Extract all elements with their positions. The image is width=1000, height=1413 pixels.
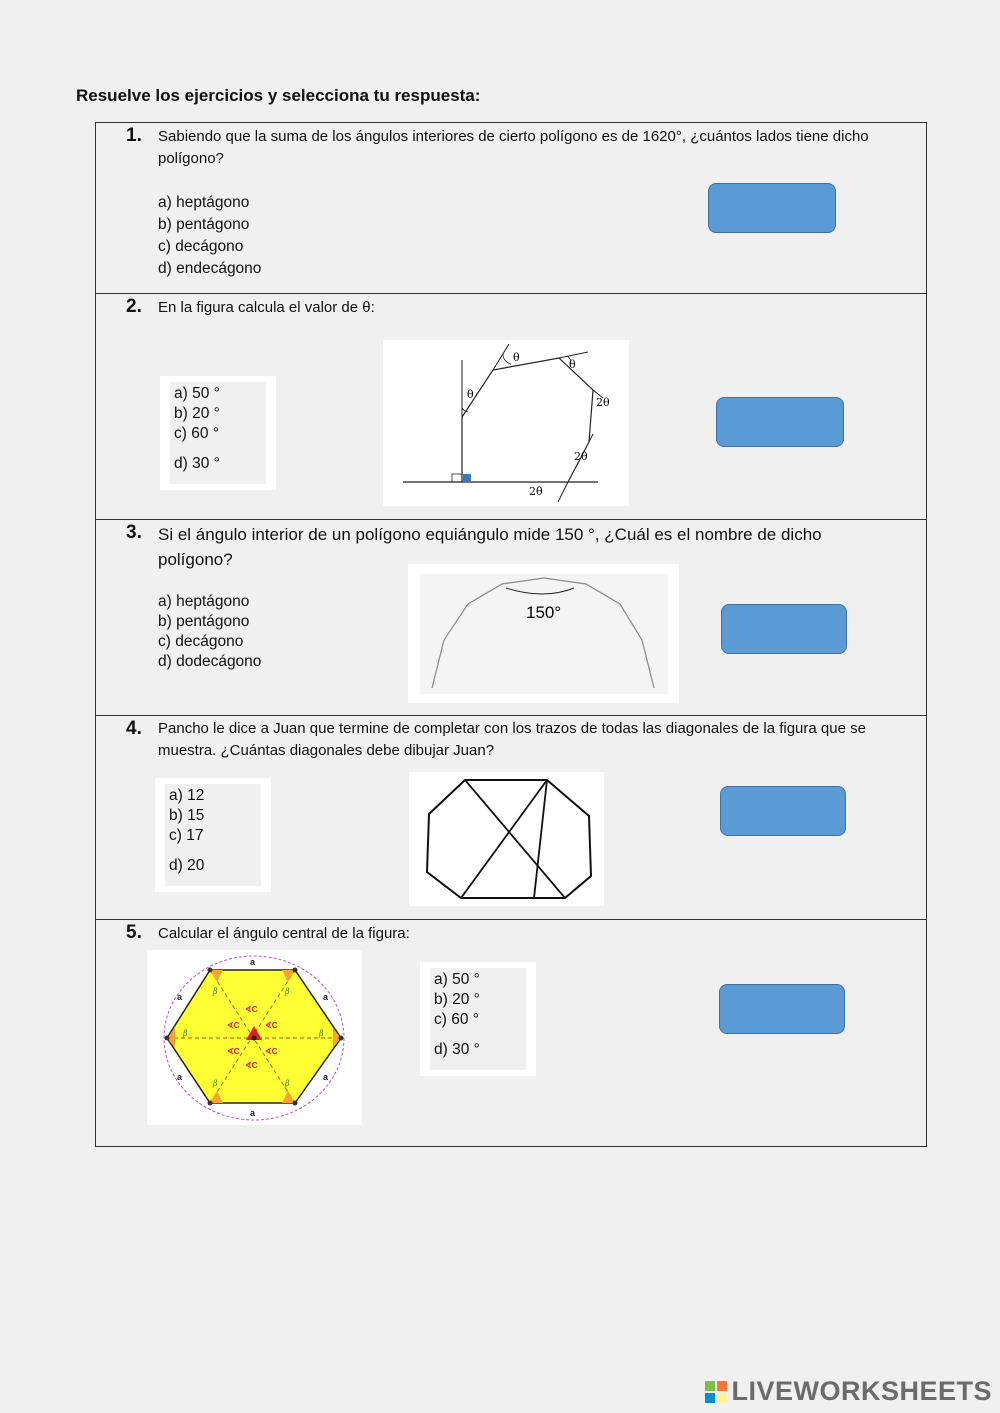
angle-beta-label: β (213, 1079, 218, 1088)
question-2 (96, 293, 926, 519)
option-b: b) pentágono (158, 216, 250, 233)
central-angle-label: ∢C (265, 1021, 278, 1030)
option-a: a) 50 ° (434, 971, 480, 988)
option-d: d) endecágono (158, 260, 262, 277)
central-angle-label: ∢C (245, 1061, 258, 1070)
option-d: d) 20 (169, 857, 205, 874)
central-angle-label: ∢C (245, 1005, 258, 1014)
question-number: 1. (126, 125, 142, 146)
angle-beta-label: β (319, 1029, 324, 1038)
angle-beta-label: β (285, 987, 290, 996)
question-text: Si el ángulo interior de un polígono equiángulo mide 150 °, ¿Cuál es el nombre de dicho polígono? (158, 525, 822, 569)
side-label: a (177, 1072, 183, 1082)
answer-dropdown-5[interactable] (719, 984, 845, 1034)
question-number: 3. (126, 522, 142, 543)
dodecagon-svg (408, 564, 679, 703)
option-a: a) heptágono (158, 194, 250, 211)
answer-dropdown-2[interactable] (716, 397, 844, 447)
question-5 (96, 919, 926, 1147)
angle-beta-label: β (285, 1079, 290, 1088)
question-3 (96, 519, 926, 715)
question-number: 4. (126, 718, 142, 739)
question-number: 5. (126, 922, 142, 943)
angle-beta-label: β (213, 987, 218, 996)
side-label: a (250, 957, 256, 967)
side-label: a (323, 1072, 329, 1082)
brand-name: LIVEWORKSHEETS (731, 1376, 992, 1406)
central-angle-label: ∢C (227, 1047, 240, 1056)
option-a: a) heptágono (158, 593, 250, 610)
option-b: b) 20 ° (174, 405, 220, 422)
option-d: d) dodecágono (158, 653, 262, 670)
answer-dropdown-3[interactable] (721, 604, 847, 654)
option-c: c) 60 ° (434, 1011, 479, 1028)
polygon-diagonals-svg (409, 772, 604, 906)
options-box (155, 778, 271, 892)
option-d: d) 30 ° (434, 1041, 480, 1058)
option-c: c) decágono (158, 633, 244, 650)
side-label: a (177, 992, 183, 1002)
option-c: c) decágono (158, 238, 244, 255)
option-b: b) pentágono (158, 613, 250, 630)
option-b: b) 20 ° (434, 991, 480, 1008)
brand-footer (705, 1376, 992, 1407)
dodecagon-figure (408, 564, 679, 703)
polygon-angles-svg (383, 340, 629, 506)
central-angle-label: ∢C (227, 1021, 240, 1030)
polygon-angles-figure (383, 340, 629, 506)
liveworksheets-logo-icon (705, 1381, 729, 1403)
option-a: a) 12 (169, 787, 205, 804)
question-text: Pancho le dice a Juan que termine de completar con los trazos de todas las diagonales de la figura que se muestra. ¿Cuántas diagonales debe dibujar Juan? (158, 720, 866, 759)
exercise-sheet (95, 122, 927, 1147)
option-a: a) 50 ° (174, 385, 220, 402)
side-label: a (323, 992, 329, 1002)
option-d: d) 30 ° (174, 455, 220, 472)
question-4 (96, 715, 926, 919)
side-label: a (250, 1108, 256, 1118)
angle-label: 150° (526, 603, 562, 622)
central-angle-label: ∢C (265, 1047, 278, 1056)
angle-label: 2θ (529, 485, 543, 498)
page-title: Resuelve los ejercicios y selecciona tu respuesta: (76, 86, 481, 105)
options-list (158, 592, 261, 672)
option-b: b) 15 (169, 807, 205, 824)
option-c: c) 17 (169, 827, 204, 844)
hexagon-figure (147, 950, 362, 1125)
angle-beta-label: β (183, 1029, 188, 1038)
angle-label: θ (569, 358, 576, 371)
polygon-diagonals-figure (409, 772, 604, 906)
hexagon-svg (147, 950, 362, 1125)
option-c: c) 60 ° (174, 425, 219, 442)
question-text: Sabiendo que la suma de los ángulos interiores de cierto polígono es de 1620°, ¿cuántos lados tiene dicho polígono? (158, 128, 869, 167)
options-list (158, 192, 261, 280)
angle-label: θ (513, 351, 520, 364)
answer-dropdown-4[interactable] (720, 786, 846, 836)
question-number: 2. (126, 296, 142, 317)
angle-label: 2θ (574, 450, 588, 463)
options-box (420, 962, 536, 1076)
angle-label: 2θ (596, 396, 610, 409)
question-1 (96, 123, 926, 293)
question-text: Calcular el ángulo central de la figura: (158, 925, 410, 942)
options-box (160, 376, 276, 490)
angle-label: θ (467, 388, 474, 401)
answer-dropdown-1[interactable] (708, 183, 836, 233)
question-text: En la figura calcula el valor de θ: (158, 299, 375, 316)
